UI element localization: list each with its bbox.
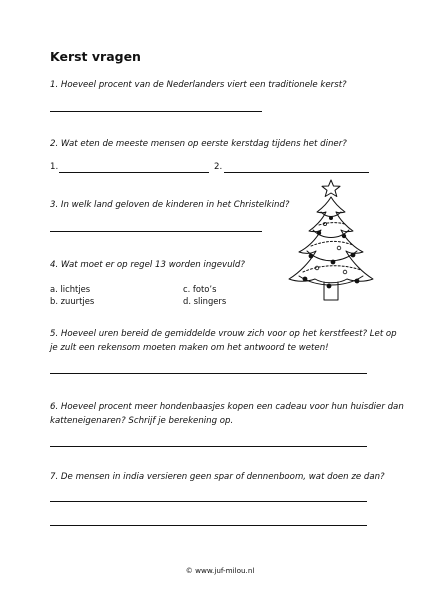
tree-star <box>322 180 340 197</box>
question-4: 4. Wat moet er op regel 13 worden ingevuld? <box>50 260 245 270</box>
option-b: b. zuurtjes <box>50 296 95 306</box>
answer-line-2b[interactable] <box>224 172 369 173</box>
question-2: 2. Wat eten de meeste mensen op eerste kerstdag tijdens het diner? <box>50 139 347 149</box>
christmas-tree-icon <box>283 178 379 314</box>
answer-line-7a[interactable] <box>50 501 367 502</box>
answer-line-1[interactable] <box>50 111 262 112</box>
footer-copyright: © www.juf-milou.nl <box>185 566 255 575</box>
answer-line-7b[interactable] <box>50 525 367 526</box>
answer-line-2a[interactable] <box>59 172 209 173</box>
page-title: Kerst vragen <box>50 49 141 64</box>
question-6-line-2: katteneigenaren? Schrijf je berekening op. <box>50 416 234 426</box>
answer-2-number-1: 1. <box>50 162 59 172</box>
answer-line-3[interactable] <box>50 231 262 232</box>
answer-line-5[interactable] <box>50 373 367 374</box>
answer-2-number-2: 2. <box>214 162 223 172</box>
tree-garland-4 <box>299 276 363 285</box>
option-a: a. lichtjes <box>50 284 91 294</box>
question-7: 7. De mensen in india versieren geen spar of dennenboom, wat doen ze dan? <box>50 472 385 482</box>
tree-body <box>289 197 373 283</box>
question-5-line-2: je zult een rekensom moeten maken om het antwoord te weten! <box>50 343 329 353</box>
option-d: d. slingers <box>183 296 227 306</box>
question-5-line-1: 5. Hoeveel uren bereid de gemiddelde vrouw zich voor op het kerstfeest? Let op <box>50 329 397 339</box>
question-6-line-1: 6. Hoeveel procent meer hondenbaasjes kopen een cadeau voor hun huisdier dan <box>50 402 404 412</box>
answer-line-6[interactable] <box>50 446 367 447</box>
question-1: 1. Hoeveel procent van de Nederlanders viert een traditionele kerst? <box>50 80 347 90</box>
question-3: 3. In welk land geloven de kinderen in het Christelkind? <box>50 200 290 210</box>
option-c: c. foto’s <box>183 284 217 294</box>
